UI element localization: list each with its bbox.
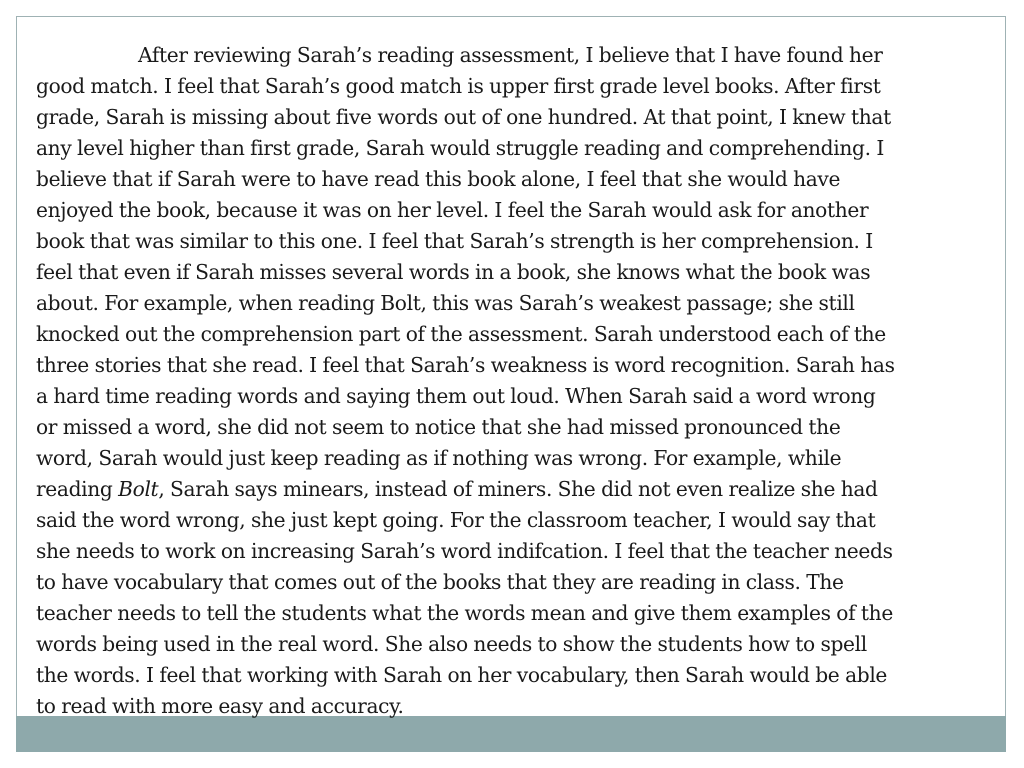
text-line-5: believe that if Sarah were to have read this book alone, I feel that she would have — [36, 167, 841, 191]
text-line-11: three stories that she read. I feel that Sarah’s weakness is word recognition. Sarah has — [36, 353, 895, 377]
text-line-20: words being used in the real word. She also needs to show the students how to spell — [36, 632, 867, 656]
text-line-18: to have vocabulary that comes out of the books that they are reading in class. The — [36, 570, 844, 594]
text-line-9: about. For example, when reading Bolt, this was Sarah’s weakest passage; she still — [36, 291, 855, 315]
text-line-12: a hard time reading words and saying them out loud. When Sarah said a word wrong — [36, 384, 876, 408]
text-line-6: enjoyed the book, because it was on her level. I feel the Sarah would ask for another — [36, 198, 869, 222]
text-line-17: she needs to work on increasing Sarah’s word indifcation. I feel that the teacher needs — [36, 539, 893, 563]
body-paragraph — [36, 40, 1020, 722]
text-line-15-before: reading — [36, 477, 119, 501]
text-line-10: knocked out the comprehension part of the assessment. Sarah understood each of the — [36, 322, 886, 346]
text-line-3: grade, Sarah is missing about five words out of one hundred. At that point, I knew that — [36, 105, 891, 129]
text-line-15 — [36, 474, 1020, 505]
text-line-13: or missed a word, she did not seem to notice that she had missed pronounced the — [36, 415, 841, 439]
text-line-4: any level higher than first grade, Sarah would struggle reading and comprehending. I — [36, 136, 884, 160]
book-title-bolt: Bolt — [118, 477, 159, 501]
text-line-1: After reviewing Sarah’s reading assessment, I believe that I have found her — [138, 43, 883, 67]
text-line-14: word, Sarah would just keep reading as if nothing was wrong. For example, while — [36, 446, 842, 470]
text-line-15-after: , Sarah says minears, instead of miners. She did not even realize she had — [158, 477, 878, 501]
text-line-7: book that was similar to this one. I feel that Sarah’s strength is her comprehension. I — [36, 229, 873, 253]
text-line-21: the words. I feel that working with Sarah on her vocabulary, then Sarah would be able — [36, 663, 888, 687]
text-line-19: teacher needs to tell the students what the words mean and give them examples of the — [36, 601, 893, 625]
text-line-2: good match. I feel that Sarah’s good match is upper first grade level books. After first — [36, 74, 881, 98]
text-line-16: said the word wrong, she just kept going. For the classroom teacher, I would say that — [36, 508, 876, 532]
text-line-22: to read with more easy and accuracy. — [36, 694, 404, 718]
text-line-8: feel that even if Sarah misses several words in a book, she knows what the book was — [36, 260, 871, 284]
